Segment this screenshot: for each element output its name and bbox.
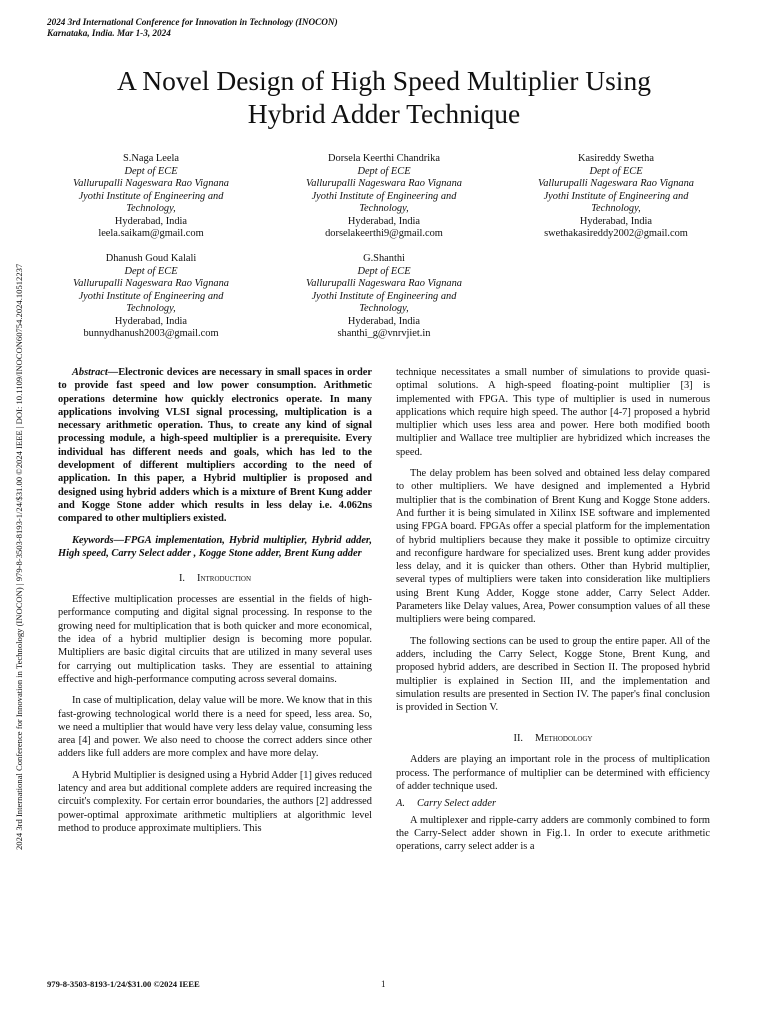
paragraph: Effective multiplication processes are essential in the fields of high-performance computing and digital signal processing. In response to the growing need for multiplication that is both quicker and more economical, the idea of a hybrid multiplier design is becoming more popular. Multipliers are basic digital circuits that are utilized in many several uses for carrying out multiplication tasks. They are essential to attaining effective and high-performance computing across several domains. bbox=[58, 594, 372, 685]
author-name: Kasireddy Swetha bbox=[578, 153, 654, 164]
section-number: I. bbox=[178, 573, 186, 585]
author-institution: Jyothi Institute of Engineering and bbox=[543, 190, 689, 202]
author-dept: Dept of ECE bbox=[124, 265, 178, 277]
author-institution: Jyothi Institute of Engineering and bbox=[78, 190, 224, 202]
doi-sidebar: 2024 3rd International Conference for Innovation in Technology (INOCON) | 979-8-3503-8193-1/24/$31.00 ©2024 IEEE | DOI: 10.1109/INOCON60754.2024.10512237 bbox=[14, 263, 24, 850]
abstract-lead: Abstract— bbox=[72, 367, 119, 378]
paragraph: technique necessitates a small number of simulations to provide quasi-optimal solutions. A high-speed floating-point multiplier [3] is implemented with FPGA. This type of multiplier is used in numerous applications which require high speed. The author [4-7] proposed a hybrid multiplier which uses less area and power. Here both modified booth multiplier and Wallace tree multiplier are hybridized which increases the speed. bbox=[396, 367, 710, 458]
author-city: Hyderabad, India bbox=[579, 215, 653, 227]
author-institution: Vallurupalli Nageswara Rao Vignana bbox=[73, 178, 229, 189]
author-institution: Technology, bbox=[359, 203, 409, 214]
author-city: Hyderabad, India bbox=[114, 215, 188, 227]
author-email: dorselakeerthi9@gmail.com bbox=[325, 228, 443, 239]
author-city: Hyderabad, India bbox=[114, 315, 188, 327]
author-email: leela.saikam@gmail.com bbox=[98, 228, 204, 239]
author-institution: Jyothi Institute of Engineering and bbox=[311, 190, 457, 202]
paper-title bbox=[40, 64, 728, 130]
abstract-text: Electronic devices are necessary in small spaces in order to provide fast speed and low power consumption. Arithmetic operations determine how quickly electronics operate. In many applications involving VLSI signal processing, multiplication is a necessary arithmetic operation. Thus, to create any kind of signal processing module, a high-speed multiplier is a prerequisite. Every individual has different needs and goals, which has led to the development of different multipliers according to the need of application. In this paper, a Hybrid multiplier is proposed and designed using hybrid adders which is a mixture of Brent Kung adder and Kogge Stone adder which results in less delay i.e. 4.062ns compared to other multipliers existed. bbox=[58, 367, 372, 525]
author-city: Hyderabad, India bbox=[347, 315, 421, 327]
author-block-4 bbox=[51, 253, 251, 341]
author-city: Hyderabad, India bbox=[347, 215, 421, 227]
author-institution: Vallurupalli Nageswara Rao Vignana bbox=[73, 278, 229, 289]
section-title: Introduction bbox=[197, 573, 252, 585]
paragraph: In case of multiplication, delay value will be more. We know that in this fast-growing technological world there is a need for speed, less area. So, we need a multiplier that would have very less delay value, consuming less area [4] and power. We also need to choose the correct adders since other adders like full adders are more complex and have more delay. bbox=[58, 695, 372, 760]
title-line-2: Hybrid Adder Technique bbox=[247, 98, 521, 129]
conference-name: 2024 3rd International Conference for Innovation in Technology (INOCON) bbox=[47, 17, 338, 27]
paragraph: A multiplexer and ripple-carry adders are commonly combined to form the Carry-Select adder shown in Fig.1. In order to execute arithmetic operations, carry select adder is a bbox=[396, 814, 710, 853]
author-institution: Jyothi Institute of Engineering and bbox=[311, 290, 457, 302]
paragraph: A Hybrid Multiplier is designed using a Hybrid Adder [1] gives reduced latency and area but additional complete adders are required increasing the circuit's complexity. For certain error boundaries, the authors [2] addressed power-optimal approximate arithmetic multipliers at algorithmic level method to produce approximate multipliers. This bbox=[58, 769, 372, 834]
author-dept: Dept of ECE bbox=[124, 165, 178, 177]
paragraph: The following sections can be used to group the entire paper. All of the adders, including the Carry Select, Kogge Stone, Brent Kung, and proposed hybrid adders, are described in Section II. The proposed hybrid multiplier is explained in Section III, and the implementation and simulation results are presented in Section IV. The paper's final conclusion is provided in Section V. bbox=[396, 635, 710, 714]
author-institution: Technology, bbox=[126, 303, 176, 314]
author-institution: Technology, bbox=[359, 303, 409, 314]
left-column bbox=[58, 366, 372, 835]
author-name: Dorsela Keerthi Chandrika bbox=[328, 153, 440, 164]
keywords: Keywords—FPGA implementation, Hybrid multiplier, Hybrid adder, High speed, Carry Select adder , Kogge Stone adder, Brent Kung adder bbox=[58, 534, 372, 559]
author-dept: Dept of ECE bbox=[357, 265, 411, 277]
section-number: II. bbox=[513, 733, 524, 745]
author-block-3 bbox=[516, 153, 716, 241]
page-number: 1 bbox=[381, 979, 386, 989]
author-institution: Vallurupalli Nageswara Rao Vignana bbox=[538, 178, 694, 189]
footer-copyright: 979-8-3503-8193-1/24/$31.00 ©2024 IEEE bbox=[47, 979, 200, 989]
author-block-2 bbox=[284, 153, 484, 241]
section-heading-introduction bbox=[58, 572, 372, 586]
conference-location: Karnataka, India. Mar 1-3, 2024 bbox=[47, 28, 171, 38]
author-institution: Technology, bbox=[126, 203, 176, 214]
title-line-1: A Novel Design of High Speed Multiplier Using bbox=[117, 65, 651, 96]
author-name: G.Shanthi bbox=[363, 253, 405, 264]
author-institution: Technology, bbox=[591, 203, 641, 214]
right-column bbox=[396, 366, 710, 854]
author-dept: Dept of ECE bbox=[357, 165, 411, 177]
author-email: bunnydhanush2003@gmail.com bbox=[83, 328, 219, 339]
subsection-number: A. bbox=[396, 798, 405, 810]
author-institution: Jyothi Institute of Engineering and bbox=[78, 290, 224, 302]
author-email: shanthi_g@vnrvjiet.in bbox=[337, 328, 431, 339]
author-dept: Dept of ECE bbox=[589, 165, 643, 177]
section-title: Methodology bbox=[535, 733, 593, 745]
author-name: Dhanush Goud Kalali bbox=[105, 253, 197, 264]
section-heading-methodology bbox=[396, 732, 710, 746]
author-block-1 bbox=[51, 153, 251, 241]
subsection-heading bbox=[396, 797, 710, 810]
author-block-5 bbox=[284, 253, 484, 341]
abstract bbox=[58, 366, 372, 526]
author-email: swethakasireddy2002@gmail.com bbox=[544, 228, 688, 239]
conference-header bbox=[47, 17, 338, 39]
paragraph: Adders are playing an important role in the process of multiplication process. The performance of multiplier can be determined with efficiency of adder technique used. bbox=[396, 754, 710, 793]
subsection-title: Carry Select adder bbox=[416, 798, 497, 810]
author-name: S.Naga Leela bbox=[123, 153, 179, 164]
author-institution: Vallurupalli Nageswara Rao Vignana bbox=[306, 278, 462, 289]
author-institution: Vallurupalli Nageswara Rao Vignana bbox=[306, 178, 462, 189]
paragraph: The delay problem has been solved and obtained less delay compared to other multipliers. We have designed and implemented a Hybrid multiplier that is the combination of Brent Kung and Kogge Stone adders. And further it is being simulated in Xilinx ISE software and implemented using FPGA board. FPGAs offer a special platform for the implementation of hybrid multipliers because they make it possible to optimize circuitry and reconfigure hardware for specialized uses. Brent kung adder provides less delay, and it is quicker than others. Other than Hybrid multiplier, several types of multipliers were taken into consideration like multipliers using Brent Kung Adder, Kogge stone adder, Carry Select Adder. Parameters like Delay values, Area, Power consumption values of all these multipliers were being compared. bbox=[396, 468, 710, 626]
